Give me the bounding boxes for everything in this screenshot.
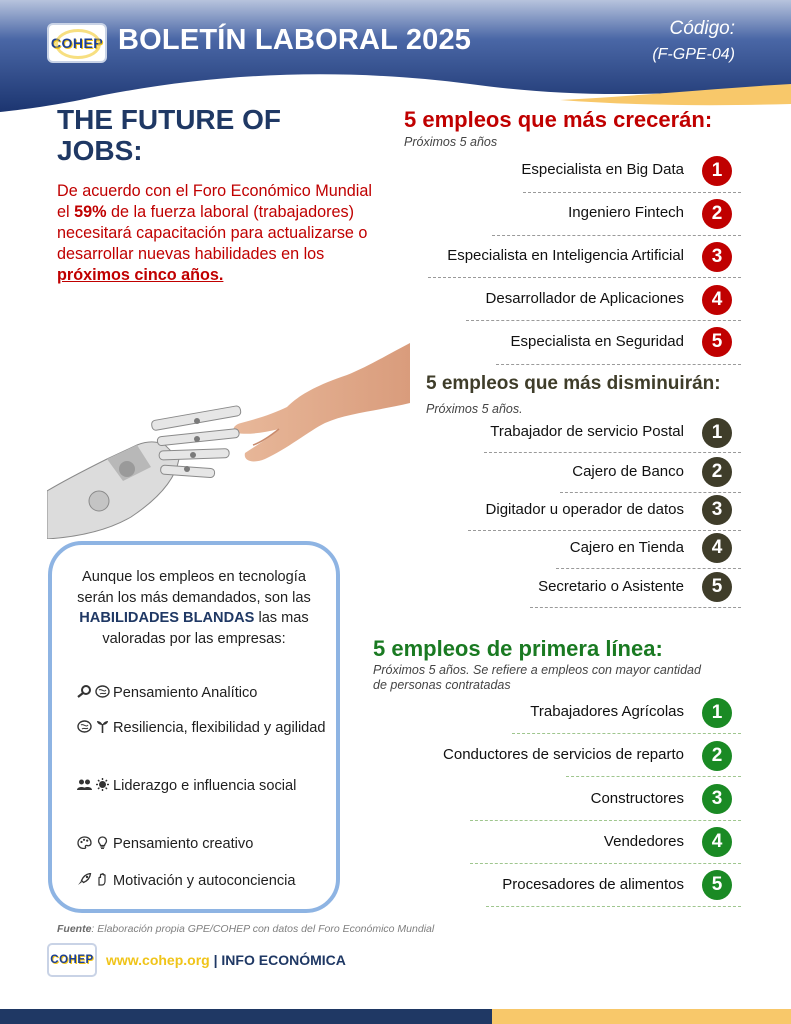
divider (566, 776, 741, 777)
source-label: Fuente (57, 923, 92, 935)
growing-job-label: Ingeniero Fintech (568, 204, 684, 221)
future-of-jobs-title: THE FUTURE OF JOBS: (57, 104, 281, 166)
soft-intro-text-2: las mas valoradas por las empresas: (102, 610, 309, 647)
rank-badge: 5 (702, 870, 732, 900)
declining-job-label: Secretario o Asistente (538, 578, 684, 595)
bottom-bar-blue (0, 1009, 492, 1024)
brain-icon (95, 684, 110, 697)
rank-badge: 5 (702, 572, 732, 602)
rank-badge: 2 (702, 741, 732, 771)
palette-icon (77, 835, 92, 848)
hand-icon (95, 872, 110, 885)
divider (428, 277, 741, 278)
growing-jobs-title: 5 empleos que más crecerán: (404, 107, 713, 132)
skill-label: Resiliencia, flexibilidad y agilidad (113, 720, 326, 736)
sprout-icon (95, 719, 110, 732)
growing-job-label: Desarrollador de Aplicaciones (485, 290, 684, 307)
brain-icon (77, 719, 92, 732)
footer-text (106, 952, 346, 968)
divider (492, 235, 741, 236)
rank-badge: 5 (702, 327, 732, 357)
divider (468, 530, 741, 531)
declining-job-label: Cajero en Tienda (569, 539, 684, 556)
declining-jobs-subtitle: Próximos 5 años. (426, 402, 523, 416)
frontline-jobs-title: 5 empleos de primera línea: (373, 636, 663, 661)
rank-badge: 3 (702, 784, 732, 814)
source-text: : Elaboración propia GPE/COHEP con datos del Foro Económico Mundial (91, 923, 435, 935)
divider (496, 364, 741, 365)
intro-paragraph (57, 181, 373, 286)
magnifier-icon (77, 684, 92, 697)
declining-job-label: Cajero de Banco (572, 463, 684, 480)
footer-section: INFO ECONÓMICA (221, 952, 346, 968)
bottom-bar-gold (492, 1009, 791, 1024)
divider (560, 492, 741, 493)
skill-item (77, 871, 327, 892)
intro-percentage: 59% (74, 203, 107, 221)
divider (486, 906, 741, 907)
divider (523, 192, 741, 193)
divider (470, 820, 741, 821)
rank-badge: 4 (702, 827, 732, 857)
lightbulb-icon (95, 835, 110, 848)
people-icon (77, 777, 92, 790)
skill-label: Pensamiento creativo (113, 836, 254, 852)
skill-item (77, 683, 327, 704)
rank-badge: 1 (702, 156, 732, 186)
declining-job-label: Trabajador de servicio Postal (490, 423, 684, 440)
growing-job-label: Especialista en Big Data (521, 161, 684, 178)
growing-job-label: Especialista en Inteligencia Artificial (447, 247, 684, 264)
page-title: BOLETÍN LABORAL 2025 (118, 24, 472, 56)
rank-badge: 3 (702, 495, 732, 525)
skill-item (77, 776, 327, 797)
declining-jobs-title (426, 372, 726, 421)
divider (470, 863, 741, 864)
soft-intro-text-1: Aunque los empleos en tecnología serán los más demandados, son las (77, 569, 311, 606)
rocket-icon (77, 872, 92, 885)
intro-text-2: de la fuerza laboral (trabajadores) necesitará capacitación para actualizarse o desarrollar nuevas habilidades en los (57, 203, 368, 263)
frontline-job-label: Vendedores (603, 833, 684, 850)
soft-skills-intro (66, 567, 322, 649)
soft-skills-box (48, 541, 340, 913)
growing-job-label: Especialista en Seguridad (510, 333, 684, 350)
footer-cohep-logo (47, 943, 97, 977)
code-value: (F-GPE-04) (652, 46, 735, 63)
declining-title-text: 5 empleos que más disminuirán: (426, 373, 721, 394)
growing-jobs-subtitle: Próximos 5 años (404, 135, 498, 149)
source-note (57, 923, 434, 935)
rank-badge: 2 (702, 199, 732, 229)
rank-badge: 1 (702, 418, 732, 448)
frontline-job-label: Procesadores de alimentos (502, 876, 684, 893)
website-link[interactable]: www.cohep.org (106, 952, 210, 968)
frontline-job-label: Trabajadores Agrícolas (530, 703, 684, 720)
intro-text-1: De acuerdo con el Foro Económico Mundial el (57, 182, 372, 221)
divider (530, 607, 741, 608)
rank-badge: 1 (702, 698, 732, 728)
footer-separator: | (209, 952, 222, 968)
frontline-job-label: Constructores (590, 790, 684, 807)
divider (484, 452, 741, 453)
divider (466, 320, 741, 321)
skill-item (77, 718, 327, 739)
rank-badge: 3 (702, 242, 732, 272)
divider (556, 568, 741, 569)
logo-text: COHEP (50, 35, 104, 51)
frontline-job-label: Conductores de servicios de reparto (443, 746, 684, 763)
intro-underlined: próximos cinco años. (57, 266, 224, 284)
header-banner (0, 0, 791, 112)
skill-item (77, 834, 327, 855)
declining-job-label: Digitador u operador de datos (485, 501, 684, 518)
rank-badge: 4 (702, 533, 732, 563)
rank-badge: 2 (702, 457, 732, 487)
robot-human-hands-illustration (47, 341, 410, 539)
frontline-jobs-subtitle: Próximos 5 años. Se refiere a empleos con mayor cantidad de personas contratadas (373, 663, 701, 692)
soft-skills-highlight: HABILIDADES BLANDAS (79, 610, 255, 626)
divider (512, 733, 741, 734)
cohep-logo (47, 23, 107, 63)
sun-icon (95, 777, 110, 790)
footer-logo-text: COHEP (50, 954, 94, 966)
skill-label: Liderazgo e influencia social (113, 778, 297, 794)
rank-badge: 4 (702, 285, 732, 315)
code-label: Código: (669, 18, 735, 39)
skill-label: Pensamiento Analítico (113, 685, 258, 701)
skill-label: Motivación y autoconciencia (113, 873, 296, 889)
